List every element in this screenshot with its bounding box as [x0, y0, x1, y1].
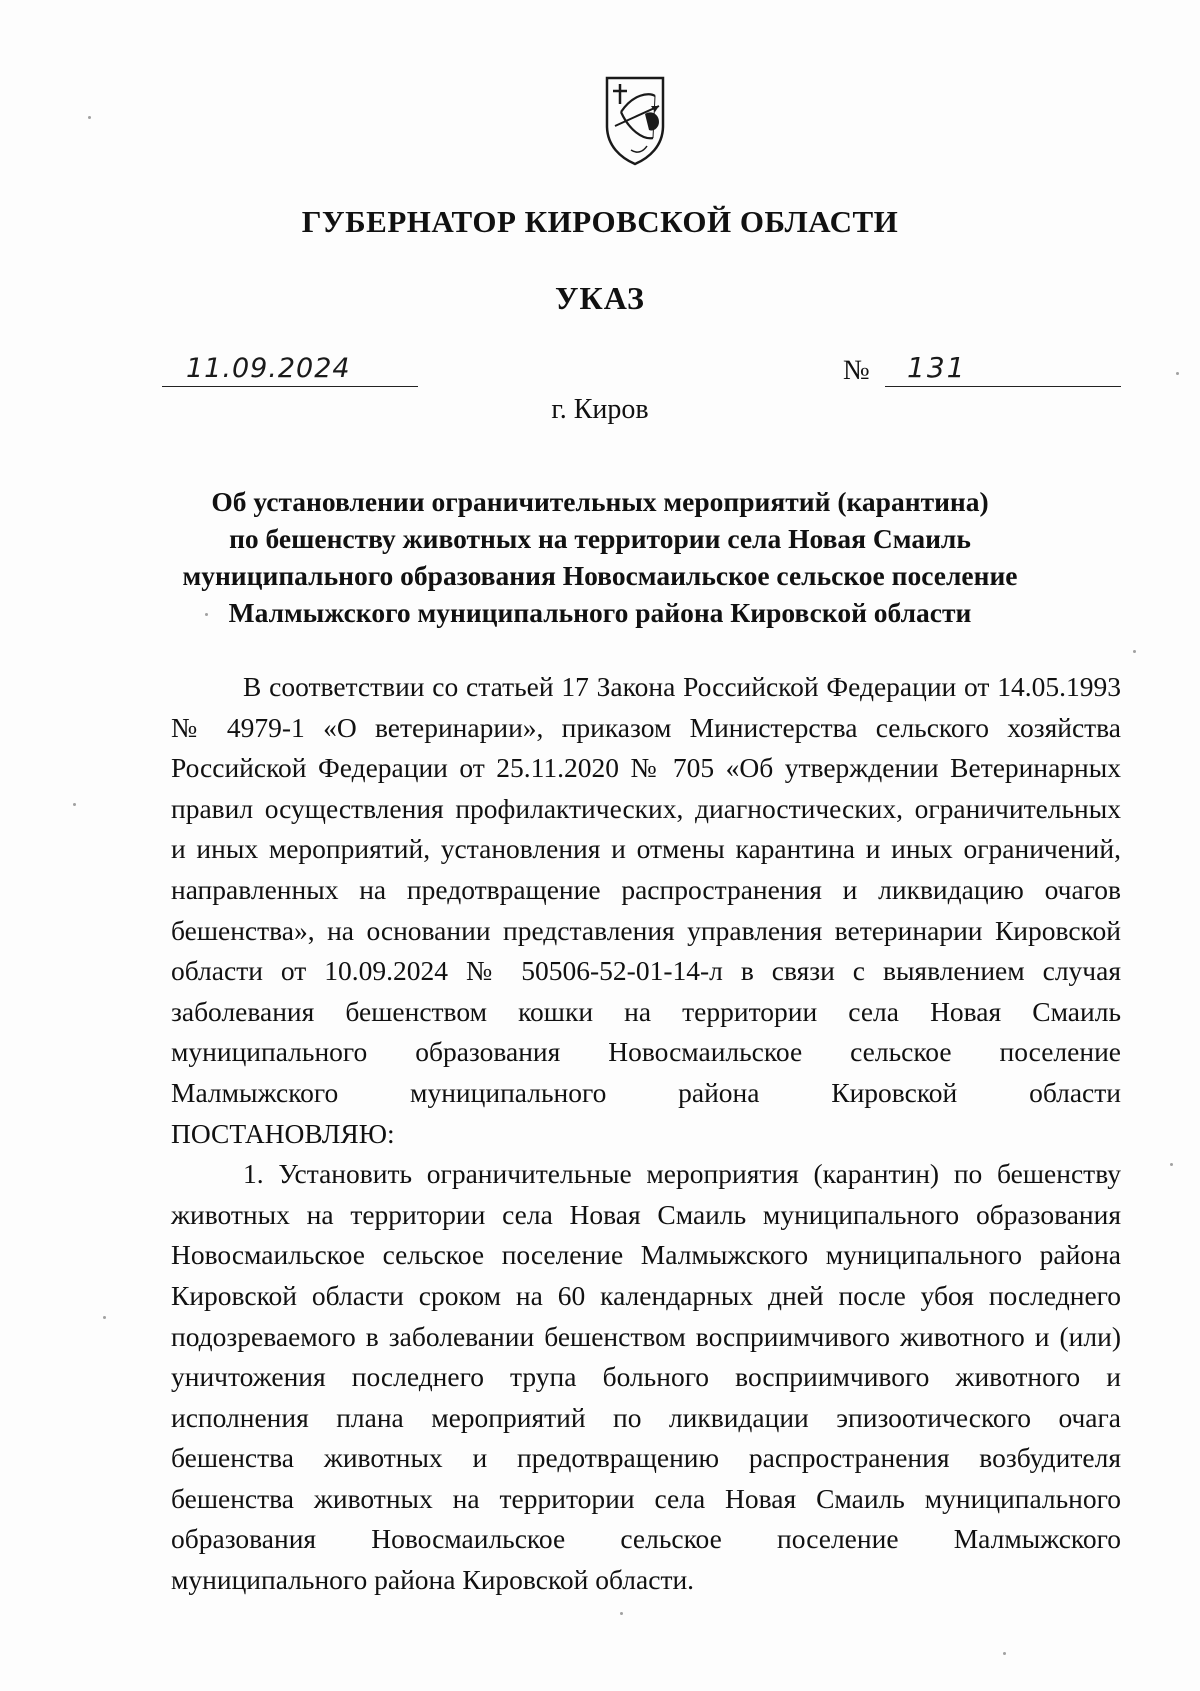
scan-speck	[1170, 1163, 1173, 1166]
decree-word: ПОСТАНОВЛЯЮ:	[171, 1117, 395, 1149]
title-line: Об установлении ограничительных мероприятий (карантина)	[211, 486, 989, 517]
document-body	[171, 667, 1121, 1601]
scan-speck	[1003, 1652, 1006, 1655]
scan-speck	[103, 1316, 106, 1319]
city-line: г. Киров	[551, 394, 649, 425]
title-line: Малмыжского муниципального района Кировской области	[228, 597, 972, 628]
scan-speck	[620, 1612, 623, 1615]
number-label: №	[843, 355, 870, 386]
handwritten-date: 11.09.2024	[186, 353, 351, 384]
document-title	[150, 483, 1050, 631]
title-line: муниципального образования Новосмаильское сельское поселение	[182, 560, 1018, 591]
clause-1-paragraph: 1. Установить ограничительные мероприятия (карантин) по бешенству животных на территории села Новая Смаиль муниципального образования Новосмаильское сельское поселение Малмыжского муниципального района Кировской области сроком на 60 календарных дней после убоя последнего подозреваемого в заболевании бешенством восприимчивого животного и (или) уничтожения последнего трупа больного восприимчивого животного и исполнения плана мероприятий по ликвидации эпизоотического очага бешенства животных и предотвращению распространения возбудителя бешенства животных на территории села Новая Смаиль муниципального образования Новосмаильское сельское поселение Малмыжского муниципального района Кировской области.	[171, 1158, 1121, 1596]
coat-of-arms-icon	[603, 74, 667, 166]
number-field	[885, 352, 1121, 387]
scan-speck	[88, 116, 91, 119]
scan-speck	[1176, 372, 1179, 375]
issuing-authority: ГУБЕРНАТОР КИРОВСКОЙ ОБЛАСТИ	[301, 204, 899, 239]
date-field	[162, 352, 418, 387]
handwritten-number: 131	[907, 351, 967, 384]
title-line: по бешенству животных на территории села Новая Смаиль	[229, 523, 971, 554]
scan-speck	[73, 803, 76, 806]
preamble-paragraph: В соответствии со статьей 17 Закона Российской Федерации от 14.05.1993 № 4979-1 «О ветеринарии», приказом Министерства сельского хозяйства Российской Федерации от 25.11.2020 № 705 «Об утверждении Ветеринарных правил осуществления профилактических, диагностических, ограничительных и иных мероприятий, установления и отмены карантина и иных ограничений, направленных на предотвращение распространения и ликвидацию очагов бешенства», на основании представления управления ветеринарии Кировской области от 10.09.2024 № 50506-52-01-14-л в связи с выявлением случая заболевания бешенством кошки на территории села Новая Смаиль муниципального образования Новосмаильское сельское поселение Малмыжского муниципального района Кировской области	[171, 671, 1121, 1108]
scan-speck	[205, 613, 208, 616]
document-type: УКАЗ	[555, 280, 645, 316]
scan-speck	[1133, 650, 1136, 653]
